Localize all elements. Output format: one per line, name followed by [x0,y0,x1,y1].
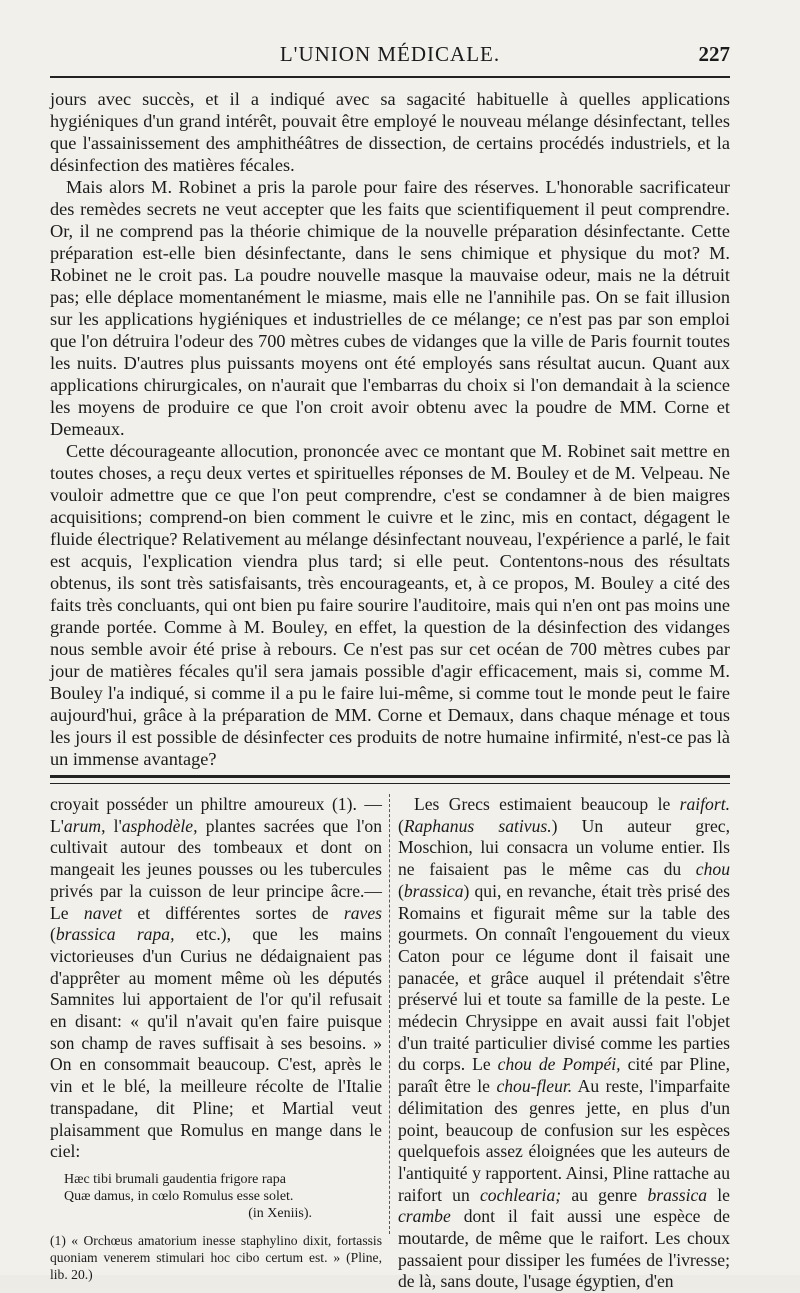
italic-term: crambe [398,1206,451,1227]
text-run: croyait posséder un philtre amoureux (1). — L' [50,794,382,836]
italic-term: raifort. [679,794,730,814]
verse-line: Quæ damus, in cœlo Romulus esse solet. [64,1188,294,1204]
feuilleton-separator [50,775,730,784]
running-header [50,34,730,74]
feuilleton-left-paragraph [50,794,382,1163]
italic-term: raves [343,902,382,923]
text-run: le [707,1184,730,1205]
feuilleton-right-column [398,794,730,1293]
text-run: et différentes sortes de [122,902,344,923]
text-run: au genre [561,1184,648,1205]
main-article [50,88,730,770]
text-run: dont il fait aussi une espèce de moutarde, de même que le raifort. Les choux passaient pour dissiper les fumées de l'ivresse; de là, sans doute, l'usage égyptien, d'en [398,1206,730,1292]
italic-term: brassica [647,1184,708,1205]
italic-term: arum [63,815,102,836]
italic-term: chou [695,859,730,880]
text-run: etc.), que les mains victorieuses d'un Curius ne dédaignaient pas d'apprêter au moment même où les députés Samnites lui apportaient de l'or qu'il refusait en disant: « qu'il n'avait qu'en faire puisque son champ de raves suffisait à ses besoins. » On en consommait beaucoup. C'est, après le vin et le blé, la meilleure récolte de l'Italie transpadane, dit Pline; et Martial veut plaisamment que Romulus en mange dans le ciel: [50,924,382,1162]
italic-term: cochlearia; [480,1184,562,1205]
text-run: ( [398,815,404,836]
header-rule [50,76,730,78]
italic-term: chou-fleur. [496,1076,573,1097]
feuilleton-left-column [50,794,382,1283]
latin-verse [64,1171,382,1222]
article-paragraph: Cette décourageante allocution, prononcée avec ce montant que M. Robinet sait mettre en toutes choses, a reçu deux vertes et spirituelles réponses de M. Bouley et de M. Velpeau. Ne vouloir admettre que ce que l'on peut comprendre, c'est se condamner à de bien maigres acquisitions; comprend-on bien comment le cuivre et le zinc, mis en contact, dégagent le fluide électrique? Relativement au mélange désinfectant nouveau, l'expérience a parlé, le fait est acquis, l'explication viendra plus tard; si elle peut. Contentons-nous des résultats obtenus, ils sont très satisfaisants, très encourageants, et, à ce propos, M. Bouley a cité des faits très concluants, qui ont bien pu faire sourire l'auditoire, mais qui n'en ont pas moins une grande portée. Comme à M. Bouley, en effet, la question de la désinfection des vidanges nous semble avoir été prise à rebours. Ce n'est pas sur cet océan de 700 mètres cubes par jour de matières fécales qu'il sera jamais possible d'agir efficacement, mais si, comme M. Bouley l'a indiqué, si comme il a pu le faire lui-même, si comme tout le monde peut le faire aujourd'hui, grâce à la préparation de MM. Corne et Demaux, dans chaque ménage et tous les jours il est possible de désinfecter ces produits de notre humaine infirmité, n'est-ce pas là un immense avantage? [50,441,730,769]
italic-term: chou de Pompéi, [497,1054,621,1075]
footnote: (1) « Orchœus amatorium inesse staphylino dixit, fortassis quoniam venerem stimulari hoc cibo certum est. » (Pline, lib. 20.) [50,1232,382,1282]
text-run: Au reste, l'imparfaite délimitation des genres jette, en plus d'un point, beaucoup de confusion sur les espèces quelquefois assez éloignées que les auteurs de l'antiquité y rapportent. Ainsi, Pline rattache au raifort un [398,1076,730,1205]
text-run: cité par Pline, paraît être le [398,1054,730,1097]
verse-source: (in Xeniis). [248,1205,312,1221]
italic-term: asphodèle, [121,815,198,836]
italic-term: Raphanus sativus. [403,815,552,836]
text-run: Les Grecs estimaient beaucoup le [414,794,680,814]
running-title: L'UNION MÉDICALE. [279,42,501,66]
verse-line: Hæc tibi brumali gaudentia frigore rapa [64,1171,286,1187]
italic-term: brassica rapa, [55,924,175,945]
text-run: ) Un auteur grec, Moschion, lui consacra un volume entier. Ils ne faisaient pas le même cas du [398,815,731,880]
article-paragraph: jours avec succès, et il a indiqué avec sa sagacité habituelle à quelles applications hygiéniques d'un grand intérêt, pouvait être employé le nouveau mélange désinfectant, telles que l'assainissement des amphithéâtres de dissection, de certains procédés industriels, et la désinfection des matières fécales. [50,89,730,175]
column-divider [389,794,390,1234]
feuilleton-right-paragraph [398,794,730,1293]
italic-term: brassica [403,880,464,901]
text-run: ) qui, en revanche, était très prisé des Romains et figurait même sur la table des gourmets. On connaît l'engouement du vieux Caton pour ce légume dont il faisait une panacée, et grâce auquel il prétendait s'être préservé lui et toute sa famille de la peste. Le médecin Chrysippe en avait aussi fait l'objet d'un traité particulier divisé comme les parties du corps. Le [398,880,730,1075]
text-run: plantes sacrées que l'on cultivait autour des tombeaux et dont on mangeait les jeunes pousses ou les tubercules privés par la cuisson de leur principe âcre.— Le [50,815,382,923]
text-run: ( [50,924,56,945]
text-run: ( [398,880,404,901]
italic-term: navet [83,902,122,923]
article-paragraph: Mais alors M. Robinet a pris la parole pour faire des réserves. L'honorable sacrificateur des remèdes secrets ne veut accepter que les faits que scientifiquement il peut comprendre. Or, il ne comprend pas la théorie chimique de la nouvelle préparation désinfectante. Cette préparation est-elle bien désinfectante, dans le sens chimique et physique du mot? M. Robinet ne le croit pas. La poudre nouvelle masque la mauvaise odeur, mais ne la détruit pas; elle déplace momentanément le miasme, mais elle ne l'annihile pas. On se fait illusion sur les applications hygiéniques et industrielles de ce mélange; ce n'est pas par son emploi que l'on détruira l'odeur des 700 mètres cubes de vidanges que la ville de Paris fournit toutes les nuits. D'autres plus puissants moyens ont été employés sans résultat aucun. Quant aux applications chirurgicales, on n'aurait que l'embarras du choix si l'on demandait à la science les moyens de produire ce que l'on croit avoir obtenu avec la poudre de MM. Corne et Demeaux. [50,177,730,439]
page-number: 227 [698,42,730,66]
text-run: , l' [101,815,122,836]
